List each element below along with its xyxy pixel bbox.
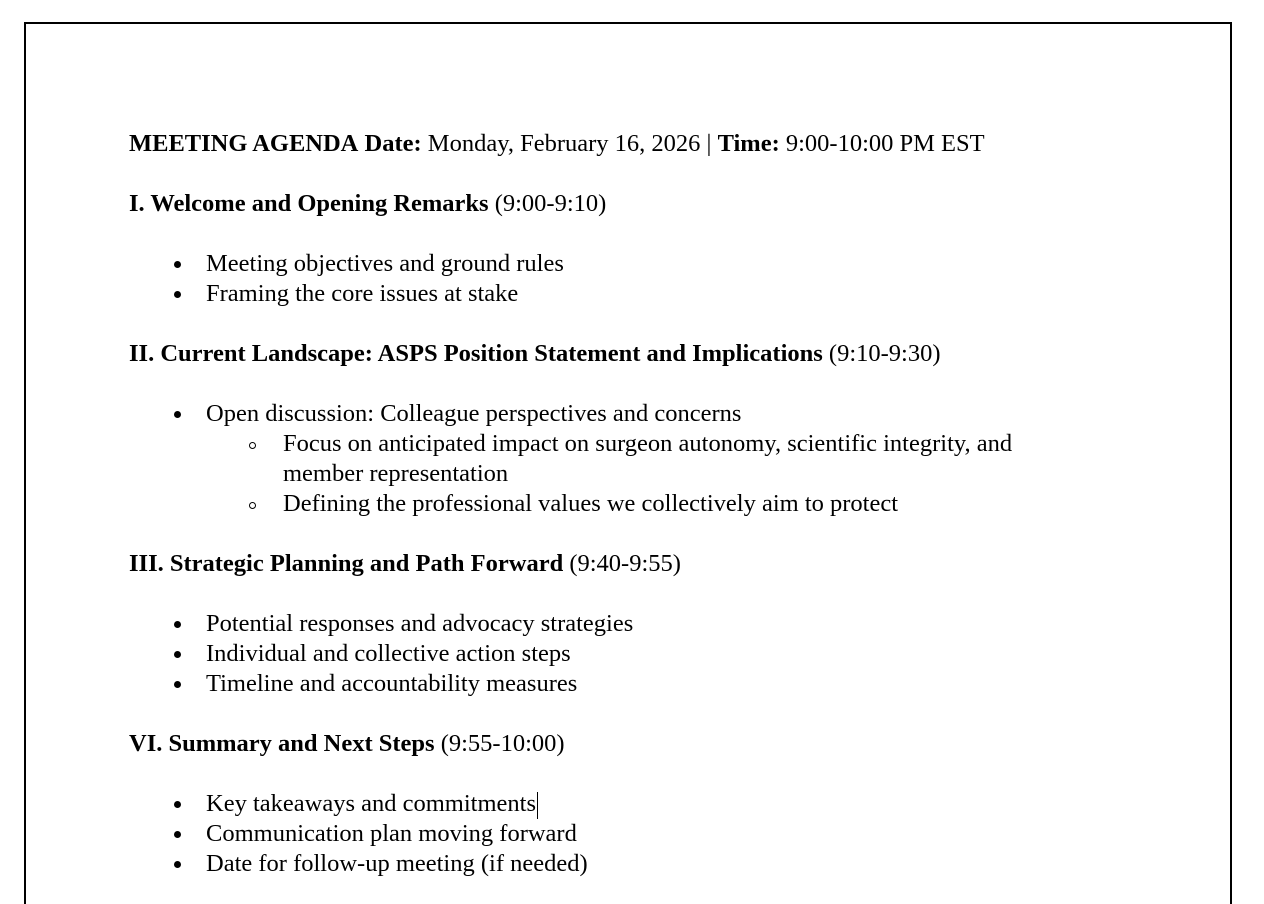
bullet-icon <box>174 861 181 868</box>
agenda-title: MEETING AGENDA <box>129 130 359 157</box>
section-time: (9:40-9:55) <box>569 550 681 577</box>
bullet-icon <box>174 621 181 628</box>
sub-list-item: Defining the professional values we collectively aim to protect <box>206 489 1063 519</box>
bullet-icon <box>174 681 181 688</box>
time-value: 9:00-10:00 PM EST <box>785 130 985 157</box>
section-time: (9:55-10:00) <box>440 730 565 757</box>
list-item: Meeting objectives and ground rules <box>129 249 1129 279</box>
list-item: Key takeaways and commitments <box>129 789 1129 819</box>
document-page[interactable] <box>24 22 1232 904</box>
bullet-icon <box>174 801 181 808</box>
list-item: Open discussion: Colleague perspectives and concerns Focus on anticipated impact on surgeon autonomy, scientific integrity, and member representation Defining the professional values we collectively aim to protect <box>129 399 1129 519</box>
section-heading-welcome <box>129 189 1129 219</box>
date-label: Date: <box>364 130 422 157</box>
bullet-icon <box>174 291 181 298</box>
text-cursor <box>537 792 539 819</box>
bullet-icon <box>174 651 181 658</box>
section-title: III. Strategic Planning and Path Forward <box>129 550 564 577</box>
hollow-bullet-icon <box>249 442 256 449</box>
bullet-list <box>129 249 1129 309</box>
hollow-bullet-icon <box>249 502 256 509</box>
list-item: Individual and collective action steps <box>129 639 1129 669</box>
list-item: Timeline and accountability measures <box>129 669 1129 699</box>
date-value: Monday, February 16, 2026 <box>427 130 701 157</box>
section-title: I. Welcome and Opening Remarks <box>129 190 489 217</box>
bullet-icon <box>174 261 181 268</box>
bullet-icon <box>174 831 181 838</box>
list-item: Date for follow-up meeting (if needed) <box>129 849 1129 879</box>
document-body[interactable] <box>129 129 1129 879</box>
section-heading-landscape <box>129 339 1129 369</box>
sub-bullet-list <box>206 429 1129 519</box>
bullet-list <box>129 399 1129 519</box>
time-label: Time: <box>717 130 780 157</box>
header-separator: | <box>706 130 712 157</box>
list-item: Potential responses and advocacy strategies <box>129 609 1129 639</box>
bullet-list <box>129 609 1129 699</box>
bullet-icon <box>174 411 181 418</box>
list-item: Framing the core issues at stake <box>129 279 1129 309</box>
section-time: (9:00-9:10) <box>494 190 607 217</box>
section-heading-summary <box>129 729 1129 759</box>
bullet-list <box>129 789 1129 879</box>
section-heading-strategic <box>129 549 1129 579</box>
sub-list-item: Focus on anticipated impact on surgeon autonomy, scientific integrity, and member representation <box>206 429 1063 489</box>
list-item: Communication plan moving forward <box>129 819 1129 849</box>
section-title: VI. Summary and Next Steps <box>129 730 435 757</box>
section-title: II. Current Landscape: ASPS Position Statement and Implications <box>129 340 823 367</box>
section-time: (9:10-9:30) <box>828 340 941 367</box>
agenda-header <box>129 129 1129 159</box>
